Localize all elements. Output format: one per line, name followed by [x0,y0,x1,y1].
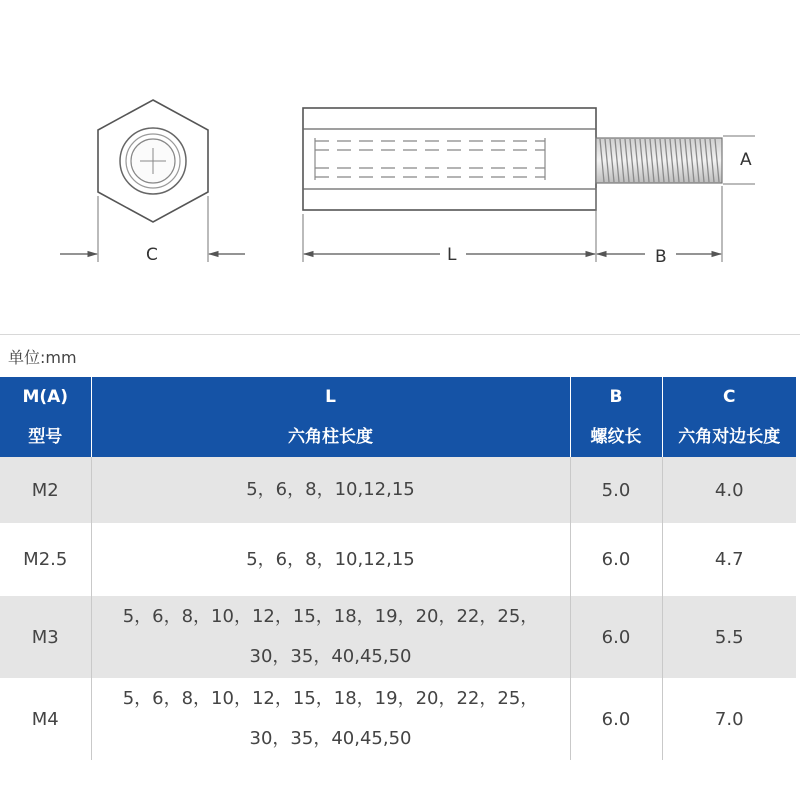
dimension-label-l: L [447,245,457,265]
cell-hex: 4.0 [662,457,796,523]
dimension-label-b: B [655,247,667,267]
header-thread [570,377,662,457]
cell-thread: 6.0 [570,523,662,596]
cell-lengths-line: 5，6，8，10,12,15 [246,548,415,570]
cell-lengths [91,678,570,760]
dimension-label-c: C [146,245,158,265]
table-row [0,678,796,760]
section-divider [0,334,800,335]
cell-lengths-line: 30，35，40,45,50 [249,646,412,667]
cell-thread: 5.0 [570,457,662,523]
cell-hex: 7.0 [662,678,796,760]
header-length-name: 六角柱长度 [288,427,373,447]
cell-lengths [91,457,570,523]
header-length [91,377,570,457]
table-row [0,457,796,523]
header-thread-name: 螺纹长 [590,427,642,447]
dimension-label-a: A [740,150,752,170]
cell-lengths-line: 30，35，40,45,50 [249,728,412,749]
cell-thread: 6.0 [570,678,662,760]
header-thread-code: B [609,387,623,407]
cell-thread: 6.0 [570,596,662,678]
cell-hex: 4.7 [662,523,796,596]
header-hex [662,377,796,457]
cell-lengths [91,523,570,596]
cell-lengths-line: 5，6，8，10，12，15，18，19，20，22，25， [122,606,539,627]
unit-label: 单位:mm [8,348,77,367]
hex-end-view [60,100,245,265]
standoff-technical-drawing [0,0,800,335]
header-hex-code: C [723,387,736,407]
cell-model: M4 [0,678,91,760]
header-hex-name: 六角对边长度 [678,427,781,447]
cell-lengths [91,596,570,678]
header-length-code: L [325,387,336,407]
cell-model: M2.5 [0,523,91,596]
cell-lengths-line: 5，6，8，10，12，15，18，19，20，22，25， [122,688,539,709]
cell-lengths-line: 5，6，8，10,12,15 [246,479,415,500]
table-row [0,523,796,596]
cell-model: M2 [0,457,91,523]
header-model [0,377,91,457]
header-model-name: 型号 [28,427,63,447]
spec-table-header [0,377,796,457]
cell-model: M3 [0,596,91,678]
table-row [0,596,796,678]
spec-table [0,377,796,760]
cell-hex: 5.5 [662,596,796,678]
standoff-side-view [303,108,755,267]
header-model-code: M(A) [22,387,69,407]
